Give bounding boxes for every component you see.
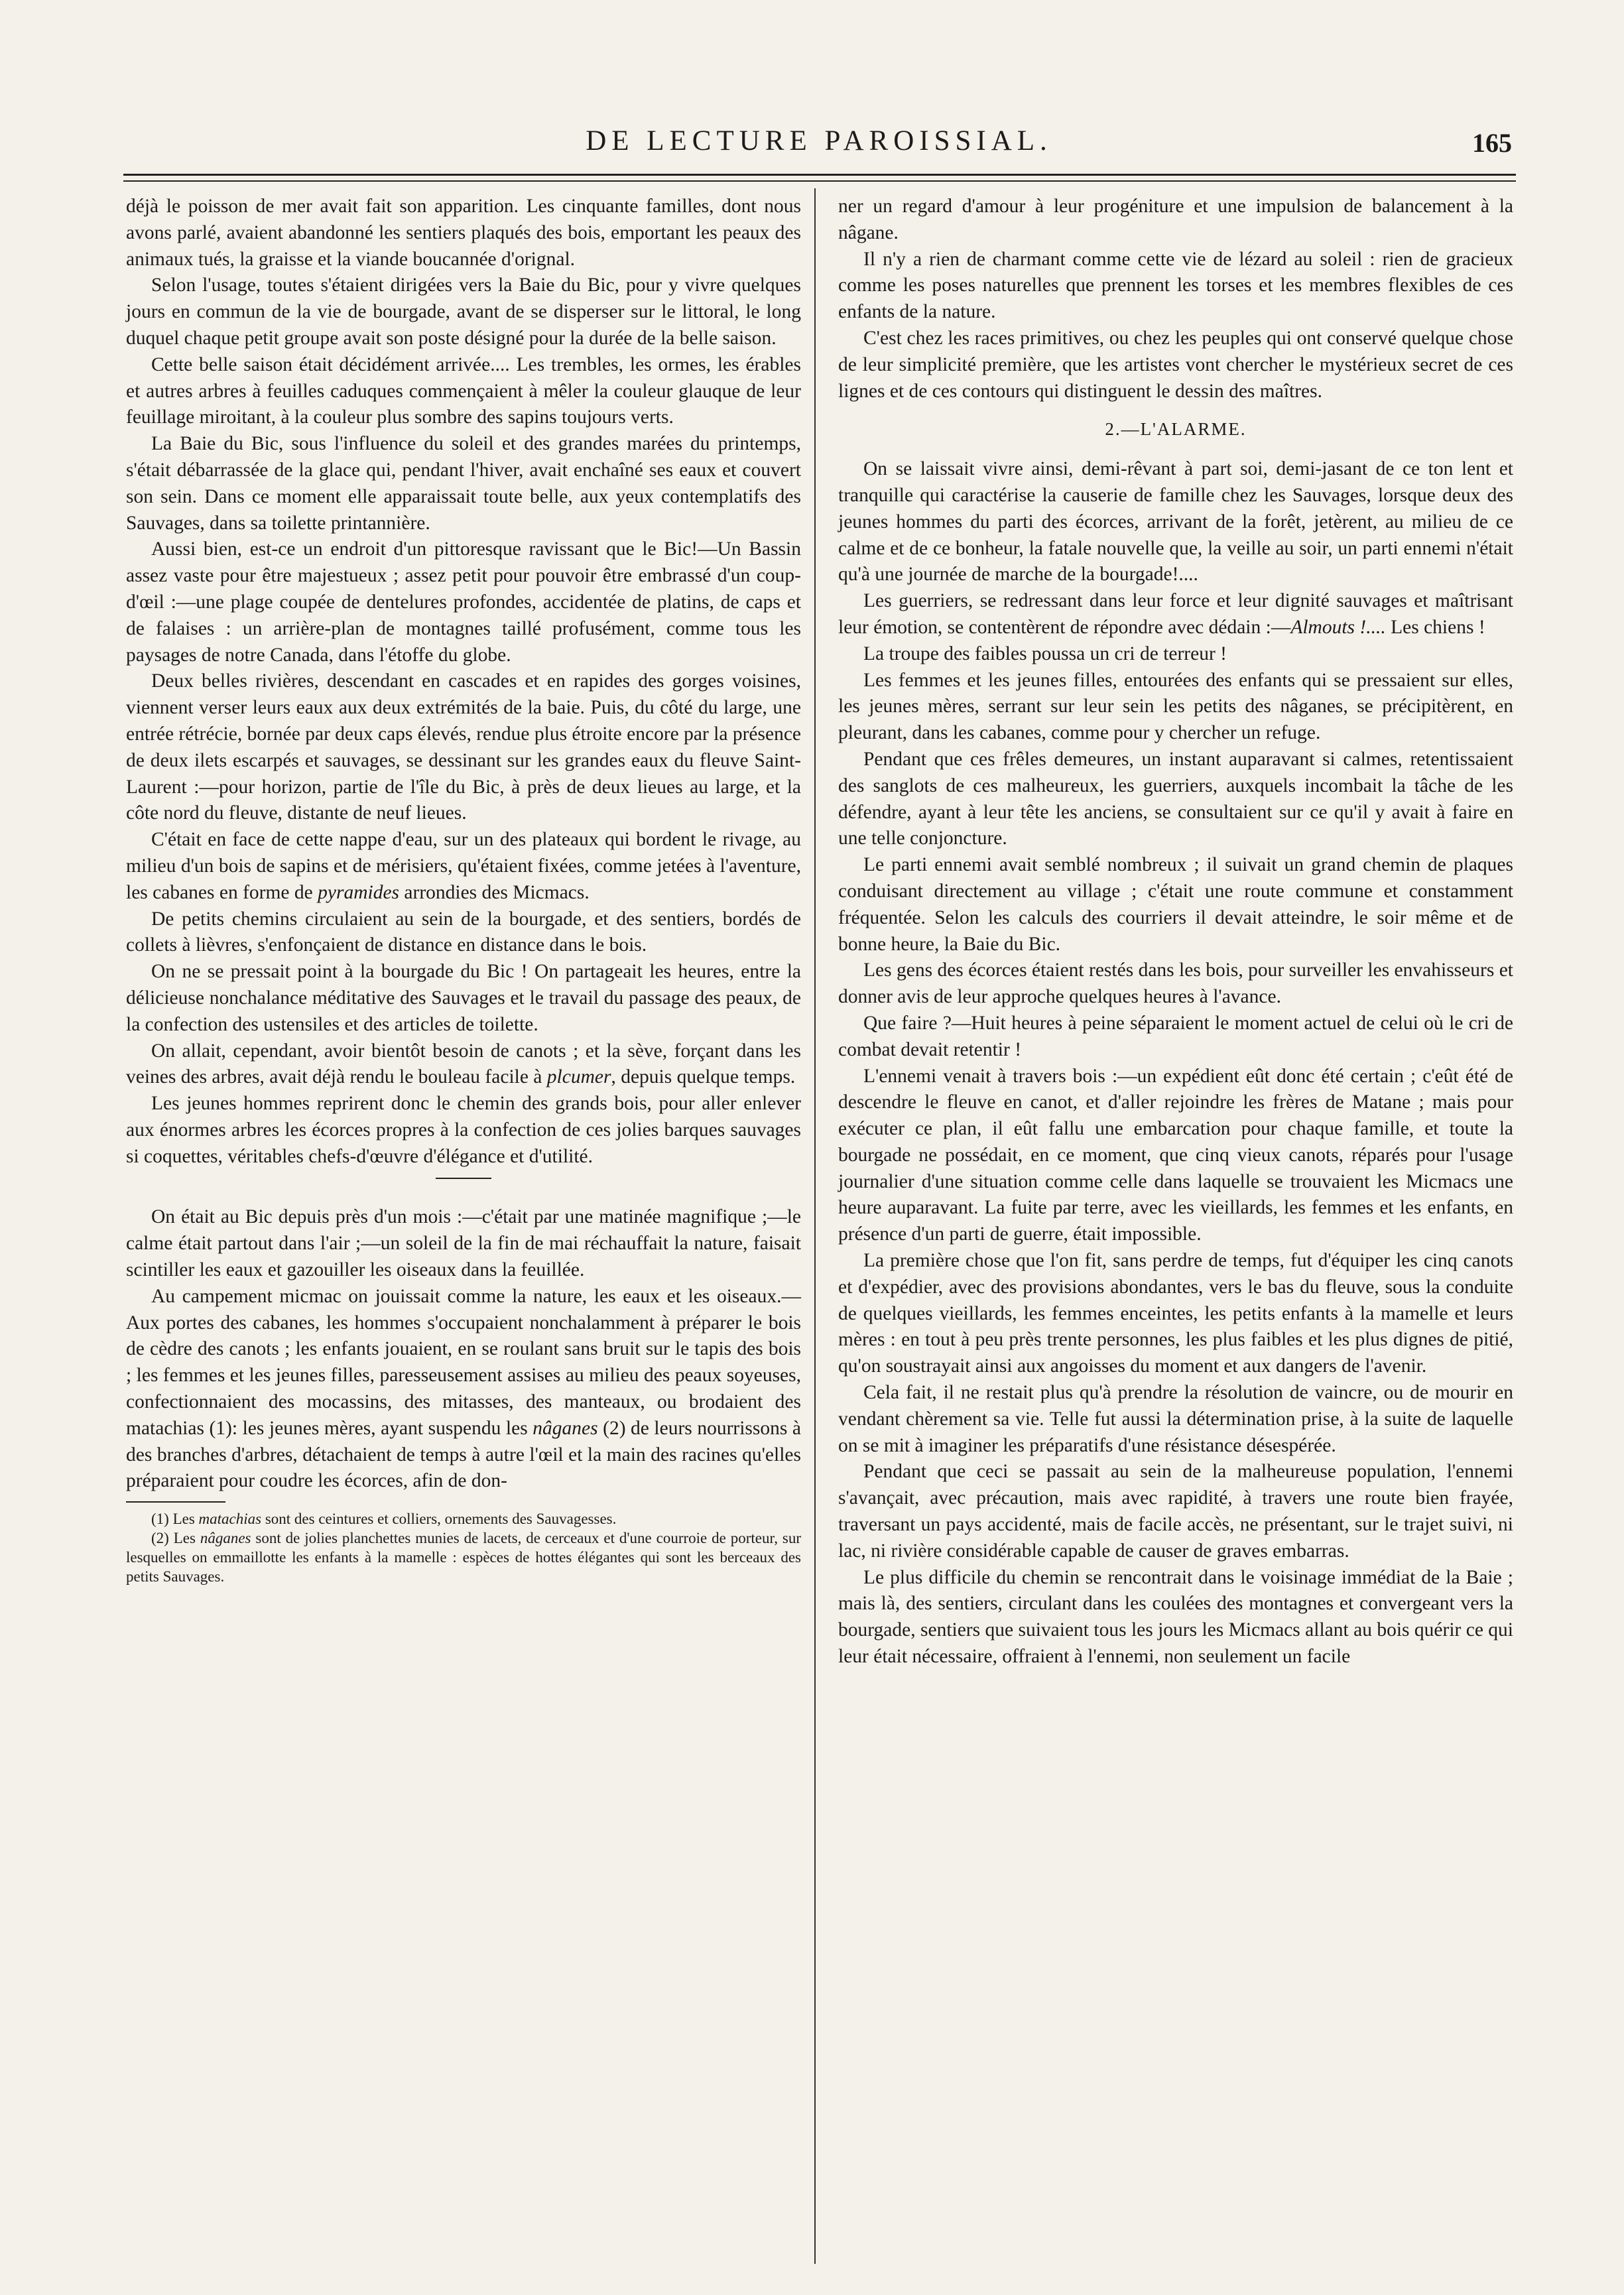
paragraph: ner un regard d'amour à leur progéniture et une impulsion de balancement à la nâgane. bbox=[838, 196, 1513, 243]
paragraph: On était au Bic depuis près d'un mois :—c'était par une matinée magnifique ;—le calme était partout dans l'air ;—un soleil de la fin de mai réchauffait la nature, faisait scintiller les eaux et gazouiller les oiseaux dans la feuillée. bbox=[126, 1206, 801, 1281]
paragraph: Pendant que ceci se passait au sein de la malheureuse population, l'ennemi s'avançait, avec précaution, mais avec rapidité, à travers une route bien frayée, traversant un pays accidenté, mais de facile accès, ne présentant, sur le trajet suivi, ni lac, ni rivière considérable capable de causer de graves embarras. bbox=[838, 1461, 1513, 1562]
paragraph: Deux belles rivières, descendant en cascades et en rapides des gorges voisines, viennent verser leurs eaux aux deux extrémités de la baie. Puis, du côté du large, une entrée rétrécie, bornée par deux caps élevés, rendue plus étroite encore par la présence de deux ilets escarpés et sauvages, se dessinant sur les grandes eaux du fleuve Saint-Laurent :—pour horizon, partie de l'île du Bic, à près de deux lieues au large, et la côte nord du fleuve, distante de neuf lieues. bbox=[126, 670, 802, 824]
paragraph: La troupe des faibles poussa un cri de terreur ! bbox=[863, 643, 1227, 664]
footnote-rule bbox=[126, 1501, 225, 1503]
paragraph bbox=[126, 1284, 801, 1495]
section-heading: 2.—L'ALARME. bbox=[1105, 419, 1247, 440]
italic-term: Almouts !.... bbox=[1290, 616, 1386, 638]
section-separator bbox=[436, 1178, 491, 1179]
paragraph: La première chose que l'on fit, sans perdre de temps, fut d'équiper les cinq canots et d'expédier, avec des provisions abondantes, vers le bas du fleuve, sous la conduite de quelques vieillards, les femmes enceintes, les petits enfants à la mamelle et leurs mères : en tout à peu près trente personnes, les plus faibles et les plus dignes de pitié, qu'on soustrayait ainsi aux angoisses du moment et aux dangers de l'avenir. bbox=[838, 1250, 1513, 1377]
page-number: 165 bbox=[1472, 128, 1512, 158]
paragraph: Cela fait, il ne restait plus qu'à prendre la résolution de vaincre, ou de mourir en vendant chèrement sa vie. Telle fut aussi la détermination prise, à la suite de laquelle on se mit à imaginer les préparatifs d'une résistance désespérée. bbox=[838, 1382, 1513, 1456]
paragraph: Les jeunes hommes reprirent donc le chemin des grands bois, pour aller enlever aux énormes arbres les écorces propres à la confection de ces jolies barques sauvages si coquettes, véritables chefs-d'œuvre d'élégance et d'utilité. bbox=[126, 1093, 801, 1167]
paragraph: C'est chez les races primitives, ou chez les peuples qui ont conservé quelque chose de leur simplicité première, que les artistes vont chercher le mystérieux secret de ces lignes et de ces contours qui distinguent le dessin des maîtres. bbox=[838, 327, 1513, 402]
paragraph: Aussi bien, est-ce un endroit d'un pittoresque ravissant que le Bic!—Un Bassin assez vaste pour être majestueux ; assez petit pour pouvoir être embrassé d'un coup-d'œil :—une plage coupée de dentelures profondes, accidentée de platins, de caps et de falaises : un arrière-plan de montagnes taillé profusément, comme tous les paysages de notre Canada, dans l'étoffe du globe. bbox=[126, 538, 801, 666]
text-run: arrondies des Micmacs. bbox=[399, 881, 590, 903]
paragraph: Le plus difficile du chemin se rencontrait dans le voisinage immédiat de la Baie ; mais là, des sentiers, circulant dans les coulées des montagnes et convergeant vers la bourgade, sentiers que suivaient tous les jours les Micmacs allant au bois quérir ce qui leur était nécessaire, offraient à l'ennemi, non seulement un facile bbox=[838, 1566, 1513, 1668]
italic-term: plcumer bbox=[546, 1066, 611, 1088]
footnote-1 bbox=[126, 1509, 801, 1528]
paragraph: On ne se pressait point à la bourgade du Bic ! On partageait les heures, entre la délicieuse nonchalance méditative des Sauvages et le travail du passage des peaux, de la confection des ustensiles et des articles de toilette. bbox=[126, 961, 801, 1035]
paragraph: La Baie du Bic, sous l'influence du soleil et des grandes marées du printemps, s'était débarrassée de la glace qui, pendant l'hiver, avait enchaîné ses eaux et couvert son sein. Dans ce moment elle apparaissait toute belle, aux yeux contemplatifs des Sauvages, dans sa toilette printannière. bbox=[126, 433, 801, 534]
paragraph bbox=[126, 827, 801, 906]
paragraph: Les femmes et les jeunes filles, entourées des enfants qui se pressaient sur elles, les jeunes mères, serrant sur leur sein les petits des nâganes, se précipitèrent, en pleurant, dans les cabanes, comme pour y chercher un refuge. bbox=[838, 669, 1513, 744]
running-title: DE LECTURE PAROISSIAL. bbox=[586, 125, 1052, 156]
paragraph: Que faire ?—Huit heures à peine séparaient le moment actuel de celui où le cri de combat devait retentir ! bbox=[838, 1012, 1513, 1060]
text-run: , depuis quelque temps. bbox=[611, 1066, 796, 1088]
paragraph: Pendant que ces frêles demeures, un instant auparavant si calmes, retentissaient des sanglots de ces malheureux, les guerriers, auxquels incombait la tâche de les défendre, ayant à leur tête les anciens, se consultaient sur ce qu'il y avait à faire en une telle conjoncture. bbox=[838, 748, 1513, 849]
paragraph: Cette belle saison était décidément arrivée.... Les trembles, les ormes, les érables et autres arbres à feuilles caduques commençaient à mêler la couleur glauque de leur feuillage miroitant, à la couleur plus sombre des sapins toujours verts. bbox=[126, 353, 801, 428]
paragraph: Il n'y a rien de charmant comme cette vie de lézard au soleil : rien de gracieux comme les poses naturelles que prennent les torses et les membres flexibles de ces enfants de la nature. bbox=[838, 248, 1513, 323]
paragraph: Les gens des écorces étaient restés dans les bois, pour surveiller les envahisseurs et donner avis de leur approche quelques heures à l'avance. bbox=[838, 960, 1513, 1008]
italic-term: pyramides bbox=[318, 881, 400, 903]
left-column bbox=[126, 194, 801, 1586]
page-header bbox=[126, 125, 1512, 162]
paragraph: De petits chemins circulaient au sein de la bourgade, et des sentiers, bordés de collets à lièvres, s'enfonçaient de distance en distance dans le bois. bbox=[126, 908, 801, 956]
italic-term: nâganes bbox=[200, 1530, 251, 1547]
text-run: (2) Les bbox=[151, 1530, 200, 1547]
footnote-2 bbox=[126, 1528, 801, 1586]
right-column bbox=[838, 194, 1513, 1670]
paragraph: On se laissait vivre ainsi, demi-rêvant à part soi, demi-jasant de ce ton lent et tranquille qui caractérise la causerie de famille chez les Sauvages, lorsque deux des jeunes hommes du parti des écorces, arrivant de la forêt, jetèrent, au milieu de ce calme et de ce bonheur, la fatale nouvelle que, la veille au soir, un parti ennemi n'était qu'à une journée de marche de la bourgade!.... bbox=[838, 458, 1513, 586]
text-run: Les chiens ! bbox=[1385, 616, 1485, 638]
italic-term: matachias bbox=[198, 1511, 262, 1528]
column-divider bbox=[814, 188, 816, 2264]
header-rule-thin bbox=[123, 180, 1516, 182]
paragraph: Selon l'usage, toutes s'étaient dirigées vers la Baie du Bic, pour y vivre quelques jours en commun de la vie de bourgade, avant de se disperser sur le littoral, le long duquel chaque petit groupe avait son poste désigné pour la durée de la belle saison. bbox=[126, 275, 801, 349]
paragraph: L'ennemi venait à travers bois :—un expédient eût donc été certain ; c'eût été de descendre le fleuve en canot, et d'aller rejoindre les frères de Matane ; mais pour exécuter ce plan, il eût fallu une embarcation pour chaque famille, et toute la bourgade ne possédait, en ce moment, que cinq vieux canots, réparés pour l'usage journalier d'une situation comme celle dans laquelle se trouvaient les Micmacs une heure auparavant. La fuite par terre, avec les vieillards, les femmes et les enfants, en présence d'un parti de guerre, était impossible. bbox=[838, 1065, 1513, 1245]
text-run: Au campement micmac on jouissait comme la nature, les eaux et les oiseaux.—Aux portes des cabanes, les hommes s'occupaient nonchalamment à préparer le bois de cèdre des canots ; les enfants jouaient, en se roulant sans bruit sur le tapis des bois ; les femmes et les jeunes filles, paresseusement assises au milieu des peaux soyeuses, confectionnaient des mocassins, des mitasses, des manteaux, ou brodaient des matachias (1): les jeunes mères, ayant suspendu les bbox=[126, 1285, 801, 1439]
paragraph: Le parti ennemi avait semblé nombreux ; il suivait un grand chemin de plaques conduisant directement au village ; c'était une route commune et constamment fréquentée. Selon les calculs des courriers il devait atteindre, le soir même et de bonne heure, la Baie du Bic. bbox=[838, 854, 1513, 955]
text-run: C'était en face de cette nappe d'eau, sur un des plateaux qui bordent le rivage, au milieu d'un bois de sapins et de mérisiers, qu'étaient fixées, comme jetées à l'aventure, les cabanes en forme de bbox=[126, 829, 801, 903]
italic-term: nâganes bbox=[532, 1417, 598, 1439]
text-run: (2) de leurs nourrissons à des branches d'arbres, détachaient de temps à autre l'œil et la main des racines qu'elles préparaient pour coudre les écorces, afin de don- bbox=[126, 1417, 801, 1492]
paragraph bbox=[838, 588, 1513, 641]
text-run: sont de jolies planchettes munies de lacets, de cerceaux et d'une courroie de porteur, sur lesquelles on emmaillotte les enfants à la mamelle : espèces de hottes élégantes qui sont les berceaux des petits Sauvages. bbox=[126, 1530, 801, 1585]
paragraph bbox=[126, 1038, 801, 1091]
header-rule bbox=[123, 174, 1516, 176]
text-run: sont des ceintures et colliers, ornements des Sauvagesses. bbox=[261, 1511, 617, 1528]
paragraph: déjà le poisson de mer avait fait son apparition. Les cinquante familles, dont nous avons parlé, avaient abandonné les sentiers plaqués des bois, emportant les peaux des animaux tués, la graisse et la viande boucannée d'orignal. bbox=[126, 196, 801, 270]
text-run: Les guerriers, se redressant dans leur force et leur dignité sauvages et maîtrisant leur émotion, se contentèrent de répondre avec dédain :— bbox=[838, 590, 1513, 638]
text-run: On allait, cependant, avoir bientôt besoin de canots ; et la sève, forçant dans les veines des arbres, avait déjà rendu le bouleau facile à bbox=[126, 1040, 801, 1088]
text-run: (1) Les bbox=[151, 1511, 199, 1528]
